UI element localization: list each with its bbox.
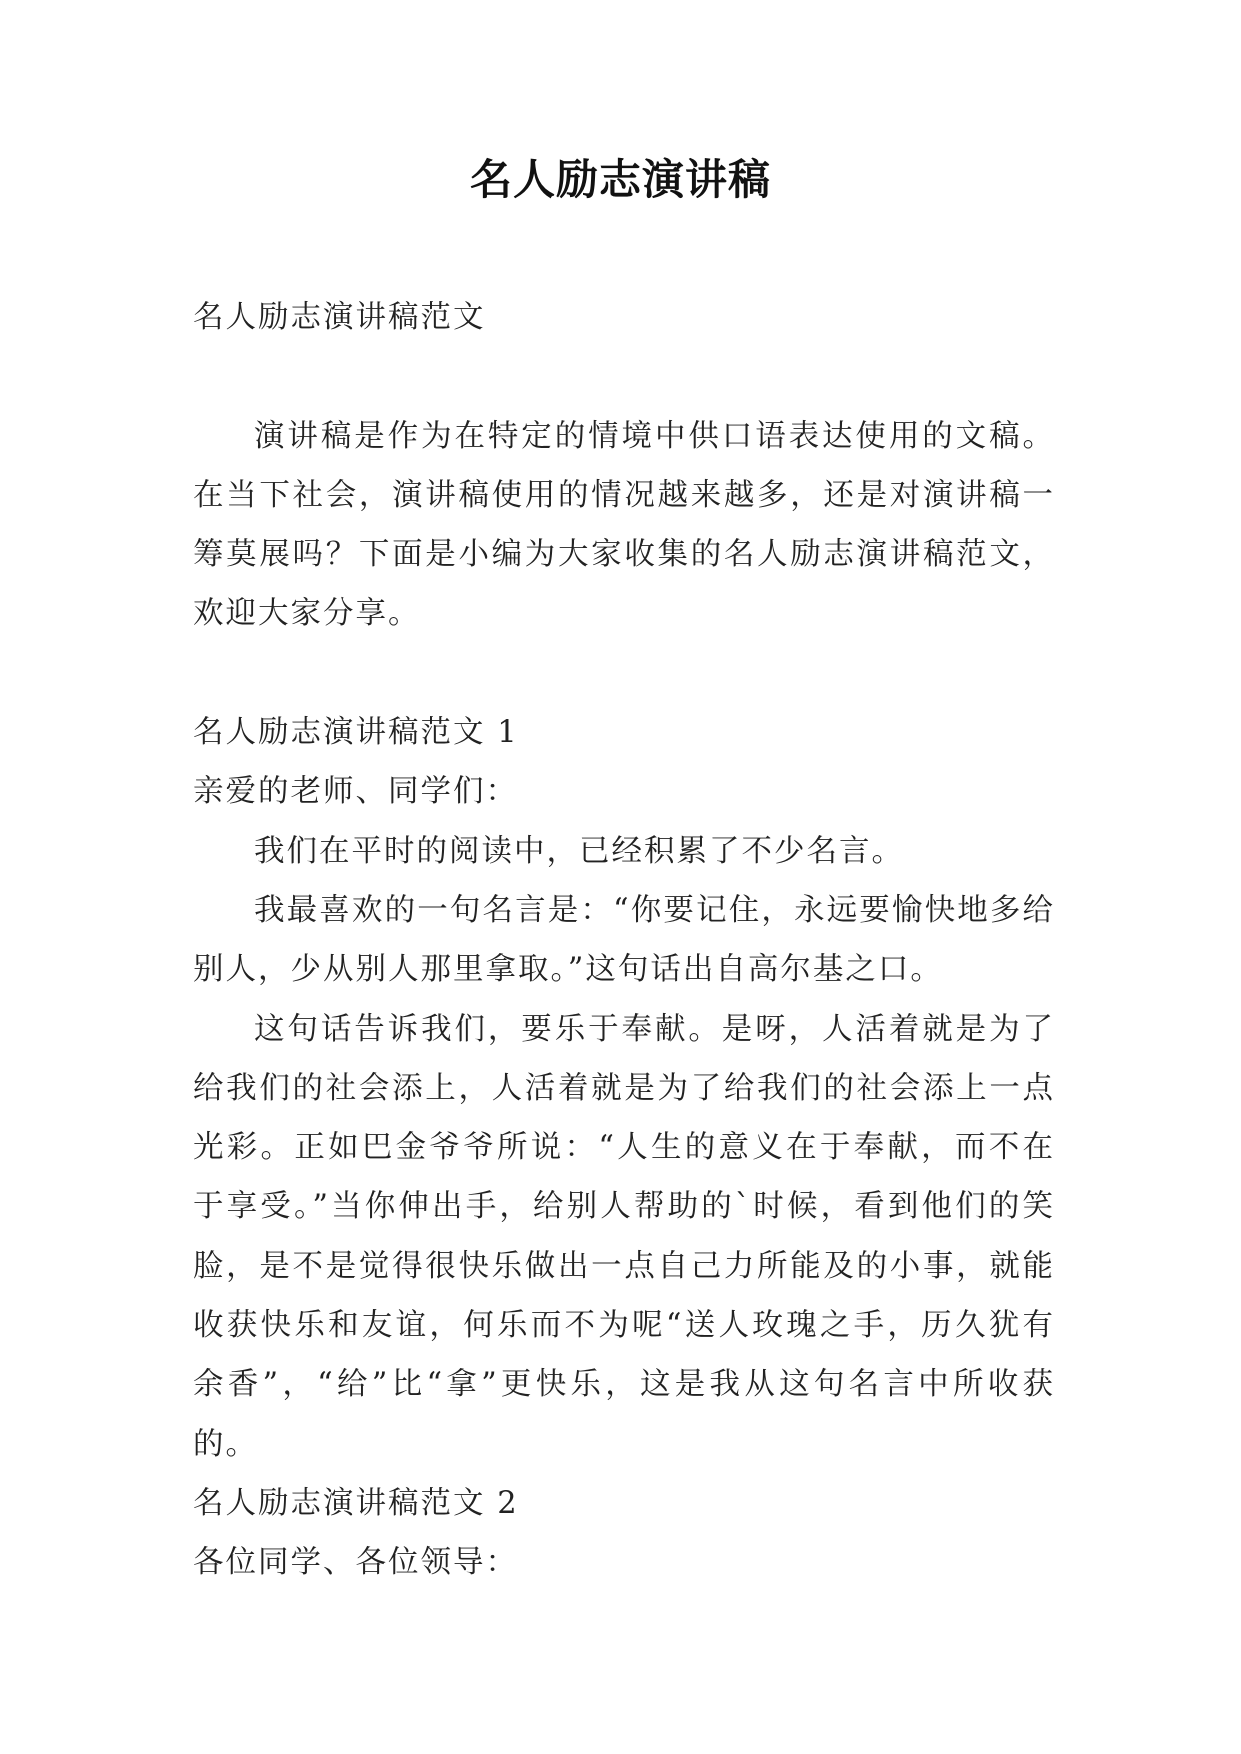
document-subtitle: 名人励志演讲稿范文 [193,300,486,335]
section-salutation-2: 各位同学、各位领导： [193,1545,518,1581]
section-1-paragraph-3: 这句话告诉我们，要乐于奉献。是呀，人活着就是为了给我们的社会添上，人活着就是为了给我们的社会添上一点光彩。正如巴金爷爷所说：“人生的意义在于奉献，而不在于享受。”当你伸出手，给别人帮助的`时候，看到他们的笑脸，是不是觉得很快乐做出一点自己力所能及的小事，就能收获快乐和友谊，何乐而不为呢“送人玫瑰之手，历久犹有余香”，“给”比“拿”更快乐，这是我从这句名言中所收获的。 [193,1011,1055,1462]
section-heading-1: 名人励志演讲稿范文 1 [193,715,519,751]
section-1-paragraph-1: 我们在平时的阅读中，已经积累了不少名言。 [254,833,904,869]
section-1-paragraph-2: 我最喜欢的一句名言是：“你要记住，永远要愉快地多给别人，少从别人那里拿取。”这句话出自高尔基之口。 [193,892,1055,988]
section-heading-2: 名人励志演讲稿范文 2 [193,1485,519,1521]
document-body [193,288,1055,1593]
section-salutation-1: 亲爱的老师、同学们： [193,774,518,810]
intro-paragraph: 演讲稿是作为在特定的情境中供口语表达使用的文稿。在当下社会，演讲稿使用的情况越来越多，还是对演讲稿一筹莫展吗？下面是小编为大家收集的名人励志演讲稿范文，欢迎大家分享。 [193,418,1055,632]
document-title: 名人励志演讲稿 [469,155,771,204]
